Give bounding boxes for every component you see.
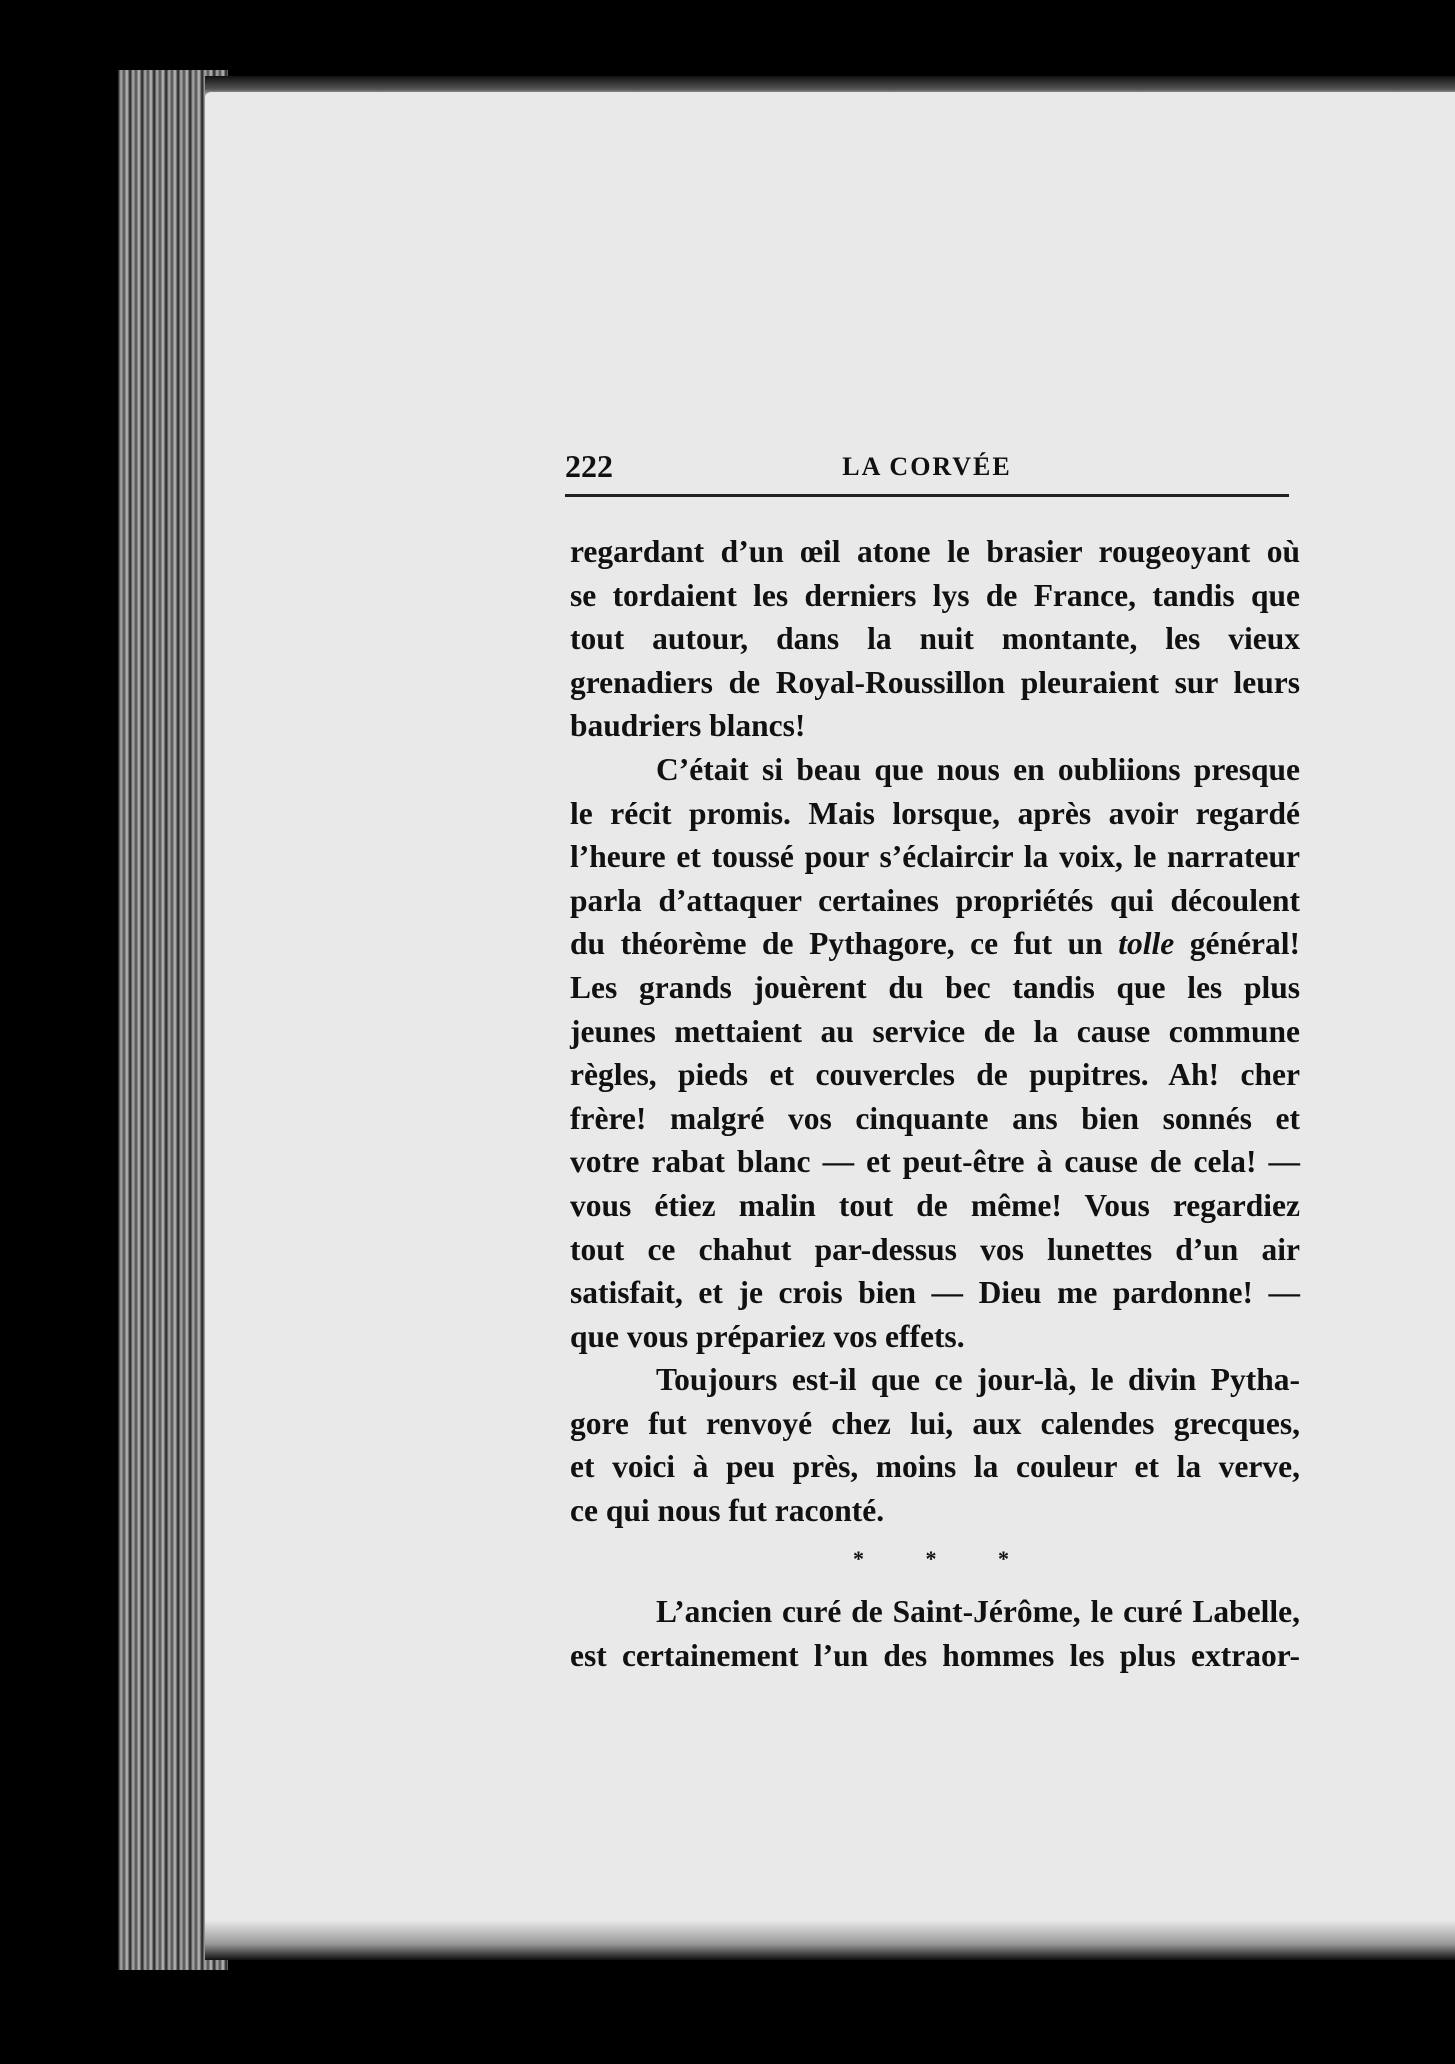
text-line: Toujours est-il que ce jour-là, le divin Pytha- [656,1362,1300,1398]
text-line: jeunes mettaient au service de la cause commune [570,1013,1300,1049]
text-line: votre rabat blanc — et peut-être à cause de cela! — [570,1144,1300,1180]
body-text [570,530,1300,1677]
text-line: Les grands jouèrent du bec tandis que les plus [570,969,1300,1005]
text-line: C’était si beau que nous en oubliions presque [656,751,1300,787]
page-number: 222 [565,448,613,484]
paragraph-3 [570,1358,1300,1532]
page-header [565,448,1289,488]
text-line-with-italic [570,922,1300,966]
text-line: ce qui nous fut raconté. [570,1493,885,1529]
text-line: L’ancien curé de Saint-Jérôme, le curé Labelle, [656,1594,1300,1630]
text-line: est certainement l’un des hommes les plus extraor- [570,1637,1300,1673]
text-line: satisfait, et je crois bien — Dieu me pardonne! — [570,1275,1300,1311]
text-line: l’heure et toussé pour s’éclaircir la voix, le narrateur [570,839,1300,875]
text-line: tout ce chahut par-dessus vos lunettes d’un air [570,1231,1300,1267]
text-line: regardant d’un œil atone le brasier rougeoyant où [570,534,1300,569]
page-bottom-shadow [205,1920,1455,1960]
text-line: et voici à peu près, moins la couleur et la verve, [570,1449,1300,1485]
text-line: vous étiez malin tout de même! Vous regardiez [570,1187,1300,1223]
text-line: baudriers blancs! [570,708,806,744]
text-line: règles, pieds et couvercles de pupitres. Ah! cher [570,1057,1300,1093]
text-segment: général! [1174,926,1300,962]
text-segment: du théorème de Pythagore, ce fut un [570,926,1103,962]
paragraph-4 [570,1590,1300,1677]
text-line: que vous prépariez vos effets. [570,1318,965,1354]
italic-word: tolle [1118,926,1175,962]
text-line: se tordaient les derniers lys de France, tandis que [570,577,1300,613]
running-title: LA CORVÉE [842,452,1012,481]
header-rule [565,494,1289,497]
text-line: tout autour, dans la nuit montante, les vieux [570,621,1300,657]
text-line: parla d’attaquer certaines propriétés qui découlent [570,882,1300,918]
paragraph-2 [570,748,1300,1358]
text-line: gore fut renvoyé chez lui, aux calendes grecques, [570,1405,1300,1441]
paragraph-1 [570,530,1300,748]
text-line: frère! malgré vos cinquante ans bien sonnés et [570,1100,1300,1136]
text-line: le récit promis. Mais lorsque, après avoir regardé [570,795,1300,831]
text-line: grenadiers de Royal-Roussillon pleuraient sur leurs [570,664,1300,700]
section-separator: * * * [853,1545,1037,1571]
